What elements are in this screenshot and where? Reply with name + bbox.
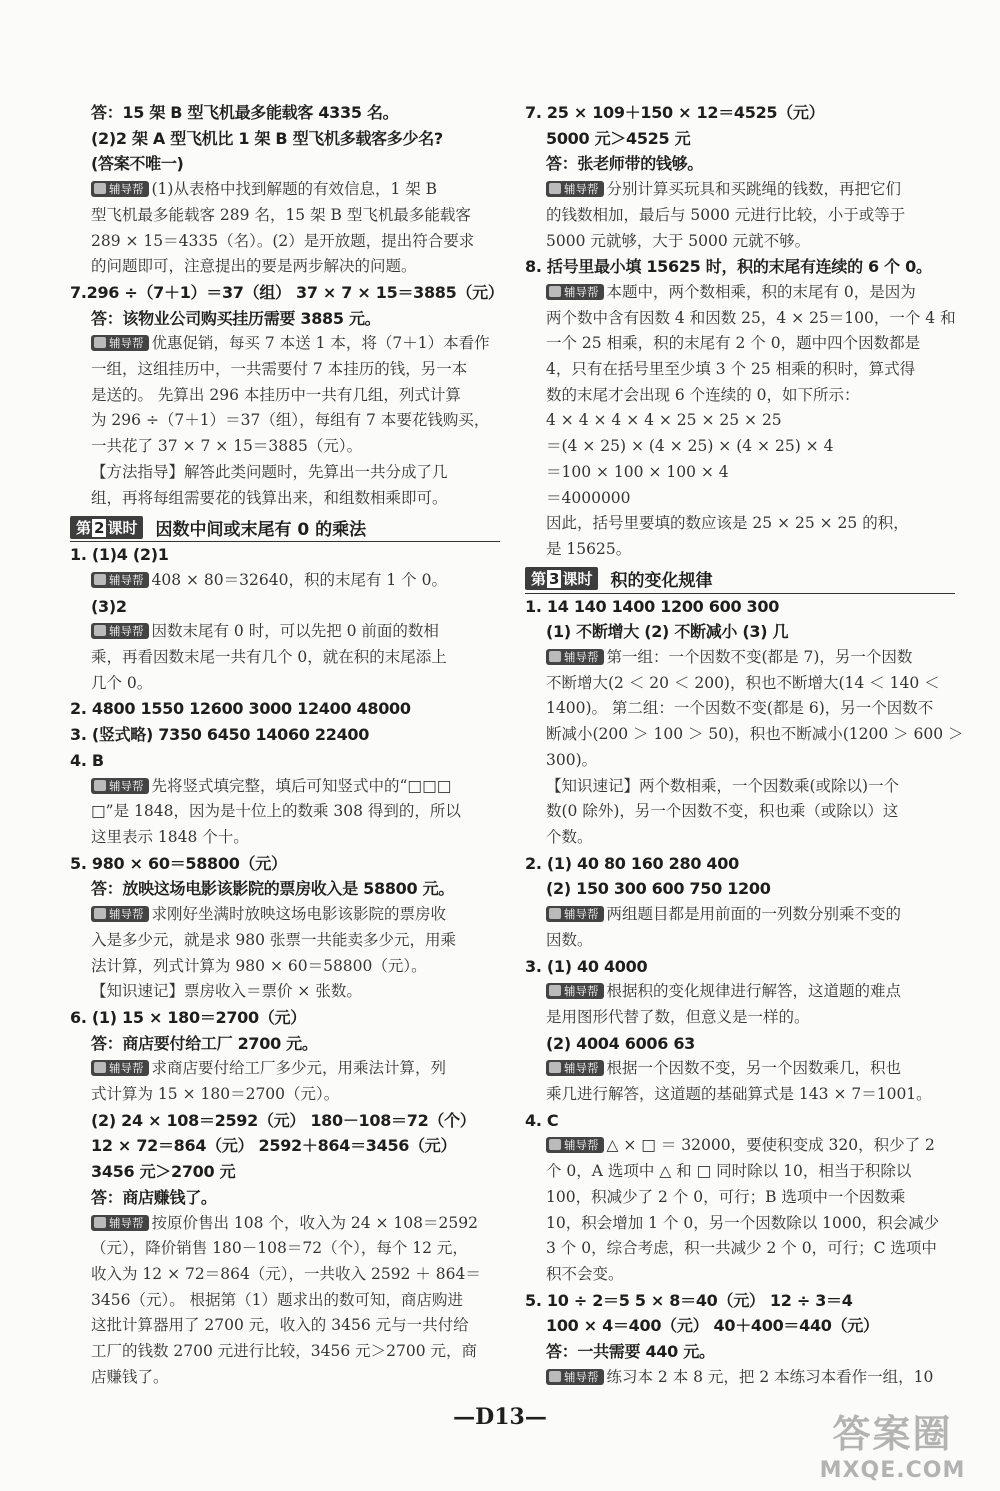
hint-text: 因数末尾有 0 时，可以先把 0 前面的数相 xyxy=(151,622,439,641)
explanation-line: 【方法指导】解答此类问题时，先算出一共分成了几 xyxy=(91,462,448,481)
explanation-line: 3456（元）。 根据第（1）题求出的数可知，商店购进 xyxy=(91,1290,463,1309)
answer-line: 5. 980 × 60＝58800（元） xyxy=(70,853,287,873)
section-badge-suffix: 课时 xyxy=(107,518,138,537)
book-icon xyxy=(94,337,106,348)
explanation-line: 因数。 xyxy=(546,930,593,949)
hint-text: 408 × 80＝32640，积的末尾有 1 个 0。 xyxy=(151,570,447,589)
explanation-line: 的问题即可，注意提出的要是两步解决的问题。 xyxy=(91,257,417,276)
hint-line xyxy=(70,619,500,645)
hint-text: (1)从表格中找到解题的有效信息，1 架 B xyxy=(151,180,438,199)
book-icon xyxy=(94,908,106,919)
answer-line: 答：15 架 B 型飞机最多能载客 4335 名。 xyxy=(91,103,399,122)
hint-line xyxy=(525,902,955,928)
hint-badge-label: 辅导帮 xyxy=(109,182,144,197)
explanation-line: 1400)。 第二组：一个因数不变(都是 6)，另一个因数不 xyxy=(546,699,934,718)
explanation-line: 不断增大(2 ＜ 20 ＜ 200)，积也不断增大(14 ＜ 140 ＜ xyxy=(546,673,940,692)
hint-badge xyxy=(546,1369,604,1385)
explanation-line: 300)。 xyxy=(546,750,598,769)
explanation-line: 3 个 0，综合考虑，积一共减少 2 个 0，可行；C 选项中 xyxy=(546,1239,937,1258)
hint-text: 求刚好坐满时放映这场电影该影院的票房收 xyxy=(151,905,447,924)
hint-badge xyxy=(546,284,604,300)
explanation-line: ＝100 × 100 × 100 × 4 xyxy=(546,462,729,481)
hint-text: 两组题目都是用前面的一列数分别乘不变的 xyxy=(606,905,902,924)
explanation-line: 型飞机最多能载客 289 名，15 架 B 型飞机最多能载客 xyxy=(91,205,471,224)
book-icon xyxy=(94,574,106,585)
answer-line: 答：一共需要 440 元。 xyxy=(546,1342,715,1362)
explanation-line: 两个数中含有因数 4 和因数 25，4 × 25＝100，一个 4 和 xyxy=(546,308,956,327)
hint-badge xyxy=(91,181,149,197)
explanation-line: 乘，再看因数末尾一共有几个 0，就在积的末尾添上 xyxy=(91,648,447,667)
hint-badge-label: 辅导帮 xyxy=(109,778,144,793)
hint-badge-label: 辅导帮 xyxy=(564,284,599,299)
explanation-line: 这批计算器用了 2700 元，收入的 3456 元与一共付给 xyxy=(91,1316,469,1335)
explanation-line: 式计算为 15 × 180＝2700（元）。 xyxy=(91,1085,340,1104)
answer-line: 5. 10 ÷ 2＝5 5 × 8＝40（元） 12 ÷ 3＝4 xyxy=(525,1290,853,1310)
explanation-line: 【知识速记】两个数相乘，一个因数乘(或除以)一个 xyxy=(546,776,900,795)
section-title: 因数中间或末尾有 0 的乘法 xyxy=(155,519,367,540)
answer-line: 3. (1) 40 4000 xyxy=(525,956,648,976)
explanation-line: 4 × 4 × 4 × 4 × 25 × 25 × 25 xyxy=(546,411,782,430)
hint-line xyxy=(525,1133,955,1159)
answer-line: 3. (竖式略) 7350 6450 14060 22400 xyxy=(70,725,370,745)
answer-line: 1. 14 140 1400 1200 600 300 xyxy=(525,596,780,616)
hint-line xyxy=(525,979,955,1005)
hint-badge xyxy=(546,906,604,922)
section-badge-number: 3 xyxy=(549,570,560,589)
hint-badge xyxy=(546,983,604,999)
answer-line: 答：商店要付给工厂 2700 元。 xyxy=(91,1033,318,1053)
answer-line: 答：放映这场电影该影院的票房收入是 58800 元。 xyxy=(91,879,455,899)
hint-badge-label: 辅导帮 xyxy=(109,1061,144,1076)
section-title: 积的变化规律 xyxy=(610,571,713,592)
explanation-line: 是送的。 先算出 296 本挂历中一共有几组，列式计算 xyxy=(91,385,461,404)
hint-badge-label: 辅导帮 xyxy=(109,572,144,587)
explanation-line: 10，积会增加 1 个 0，另一个因数除以 1000，积会减少 xyxy=(546,1213,940,1232)
hint-line xyxy=(70,1211,500,1237)
hint-badge xyxy=(91,572,149,588)
explanation-line: 的钱数相加，最后与 5000 元进行比较，小于或等于 xyxy=(546,205,906,224)
explanation-line: 几个 0。 xyxy=(91,673,153,692)
hint-line xyxy=(525,1365,955,1391)
explanation-line: 一组，这组挂历中，一共需要付 7 本挂历的钱，另一本 xyxy=(91,360,468,379)
hint-text: 根据一个因数不变，另一个因数乘几，积也 xyxy=(606,1059,902,1078)
hint-badge-label: 辅导帮 xyxy=(564,1138,599,1153)
hint-badge-label: 辅导帮 xyxy=(564,182,599,197)
explanation-line: 是 15625。 xyxy=(546,539,632,558)
hint-badge xyxy=(91,778,149,794)
hint-badge xyxy=(91,1215,149,1231)
explanation-line: 289 × 15＝4335（名）。(2）是开放题，提出符合要求 xyxy=(91,231,475,250)
explanation-line: ＝4000000 xyxy=(546,488,631,507)
hint-badge xyxy=(546,1060,604,1076)
explanation-line: 断减小(200 ＞ 100 ＞ 50)，积也不断减小(1200 ＞ 600 ＞ xyxy=(546,725,964,744)
watermark-url: MXQE.COM xyxy=(819,1458,966,1483)
answer-line: 6. (1) 15 × 180＝2700（元） xyxy=(70,1007,306,1027)
answer-line: 7.296 ÷（7＋1）＝37（组） 37 × 7 × 15＝3885（元） xyxy=(70,282,504,302)
section-badge-prefix: 第 xyxy=(531,570,547,589)
answer-line: 2. 4800 1550 12600 3000 12400 48000 xyxy=(70,699,411,719)
answer-line: (1) 不断增大 (2) 不断减小 (3) 几 xyxy=(546,622,789,642)
hint-text: △ × □ ＝ 32000，要使积变成 320，积少了 2 xyxy=(606,1136,935,1155)
section-badge xyxy=(525,567,598,590)
hint-text: 优惠促销，每买 7 本送 1 本，将（7＋1）本看作 xyxy=(151,334,490,353)
book-icon xyxy=(549,908,561,919)
book-icon xyxy=(549,985,561,996)
watermark xyxy=(805,1403,980,1483)
hint-badge-label: 辅导帮 xyxy=(109,1215,144,1230)
section-badge-number: 2 xyxy=(94,518,105,537)
explanation-line: 一个 25 相乘，积的末尾有 2 个 0，题中四个因数都是 xyxy=(546,334,921,353)
answer-line: 答：该物业公司购买挂历需要 3885 元。 xyxy=(91,308,381,328)
explanation-line: 店赚钱了。 xyxy=(91,1367,169,1386)
hint-badge xyxy=(91,623,149,639)
answer-line: 3456 元＞2700 元 xyxy=(91,1162,236,1182)
explanation-line: 入是多少元，就是求 980 张票一共能卖多少元，用乘 xyxy=(91,930,456,949)
book-icon xyxy=(94,183,106,194)
answer-line: 答：商店赚钱了。 xyxy=(91,1187,217,1207)
hint-badge-label: 辅导帮 xyxy=(109,336,144,351)
explanation-line: 是用图形代替了数，但意义是一样的。 xyxy=(546,1007,810,1026)
explanation-line: （元），降价销售 180－108＝72（个），每个 12 元， xyxy=(91,1239,468,1258)
answer-line: 100 × 4＝400（元） 40＋400＝440（元） xyxy=(546,1316,879,1336)
book-icon xyxy=(549,286,561,297)
explanation-line: 法计算，列式计算为 980 × 60＝58800（元）。 xyxy=(91,956,427,975)
hint-text: 求商店要付给工厂多少元，用乘法计算，列 xyxy=(151,1059,447,1078)
hint-text: 根据积的变化规律进行解答，这道题的难点 xyxy=(606,982,902,1001)
book-icon xyxy=(94,1217,106,1228)
hint-line xyxy=(70,1056,500,1082)
section-badge-prefix: 第 xyxy=(76,518,92,537)
explanation-line: 组，再将每组需要花的钱算出来，和组数相乘即可。 xyxy=(91,488,448,507)
hint-badge xyxy=(546,649,604,665)
hint-text: 先将竖式填完整，填后可知竖式中的“□□□ xyxy=(151,776,452,795)
book-icon xyxy=(94,1062,106,1073)
book-icon xyxy=(549,183,561,194)
hint-line xyxy=(70,568,500,594)
hint-badge-label: 辅导帮 xyxy=(564,1369,599,1384)
hint-line xyxy=(525,1056,955,1082)
book-icon xyxy=(94,780,106,791)
page-number: —D13— xyxy=(453,1404,547,1430)
explanation-line: 收入为 12 × 72＝864（元），一共收入 2592 ＋ 864＝ xyxy=(91,1264,481,1283)
answer-line: 8. 括号里最小填 15625 时，积的末尾有连续的 6 个 0。 xyxy=(525,257,932,277)
hint-text: 本题中，两个数相乘，积的末尾有 0，是因为 xyxy=(606,282,916,301)
hint-badge xyxy=(546,1137,604,1153)
section-badge xyxy=(70,516,143,539)
hint-text: 分别计算买玩具和买跳绳的钱数，再把它们 xyxy=(606,180,902,199)
explanation-line: 5000 元就够，大于 5000 元就不够。 xyxy=(546,231,811,250)
book-icon xyxy=(94,625,106,636)
hint-badge-label: 辅导帮 xyxy=(564,907,599,922)
left-column xyxy=(70,100,504,1390)
answer-line: 答：张老师带的钱够。 xyxy=(546,154,704,174)
answer-line: 1. (1)4 (2)1 xyxy=(70,545,169,565)
answer-line: (2) 24 × 108＝2592（元） 180－108＝72（个） xyxy=(91,1110,476,1130)
hint-badge-label: 辅导帮 xyxy=(564,650,599,665)
explanation-line: 数(0 除外)，另一个因数不变，积也乘（或除以）这 xyxy=(546,802,899,821)
book-icon xyxy=(549,1062,561,1073)
hint-line xyxy=(70,331,500,357)
explanation-line: 因此，括号里要填的数应该是 25 × 25 × 25 的积， xyxy=(546,514,909,533)
explanation-line: 工厂的钱数 2700 元进行比较，3456 元＞2700 元，商 xyxy=(91,1342,478,1361)
explanation-line: 个 0，A 选项中 △ 和 □ 同时除以 10，相当于积除以 xyxy=(546,1162,912,1181)
explanation-line: 为 296 ÷（7＋1）＝37（组），每组有 7 本要花钱购买， xyxy=(91,411,490,430)
answer-line: (答案不唯一) xyxy=(91,154,184,174)
hint-text: 按原价售出 108 个，收入为 24 × 108＝2592 xyxy=(151,1213,478,1232)
hint-badge-label: 辅导帮 xyxy=(564,984,599,999)
section-badge-suffix: 课时 xyxy=(562,570,593,589)
hint-line xyxy=(70,902,500,928)
watermark-logo: 答案圈 xyxy=(832,1412,953,1456)
hint-line xyxy=(525,280,955,306)
section-header xyxy=(70,513,500,542)
explanation-line: 乘几进行解答，这道题的基础算式是 143 × 7＝1001。 xyxy=(546,1085,932,1104)
explanation-line: 一共花了 37 × 7 × 15＝3885（元）。 xyxy=(91,437,363,456)
answer-line: 4. B xyxy=(70,750,104,770)
answer-line: 12 × 72＝864（元） 2592＋864＝3456（元） xyxy=(91,1136,457,1156)
hint-badge xyxy=(91,1060,149,1076)
explanation-line: 【知识速记】票房收入＝票价 × 张数。 xyxy=(91,982,362,1001)
hint-line xyxy=(525,177,955,203)
explanation-line: □”是 1848，因为是十位上的数乘 308 得到的，所以 xyxy=(91,802,461,821)
book-icon xyxy=(549,1371,561,1382)
explanation-line: 积不会变。 xyxy=(546,1264,624,1283)
answer-line: (2)2 架 A 型飞机比 1 架 B 型飞机多载客多少名? xyxy=(91,128,443,148)
explanation-line: 100，积减少了 2 个 0，可行；B 选项中一个因数乘 xyxy=(546,1187,906,1206)
hint-badge xyxy=(546,181,604,197)
hint-line xyxy=(70,774,500,800)
answer-line: (2) 4004 6006 63 xyxy=(546,1033,695,1053)
book-icon xyxy=(549,651,561,662)
explanation-line: 这里表示 1848 个十。 xyxy=(91,827,249,846)
hint-badge-label: 辅导帮 xyxy=(564,1061,599,1076)
explanation-line: 数的末尾才会出现 6 个连续的 0，如下所示： xyxy=(546,385,860,404)
hint-line xyxy=(525,645,955,671)
hint-text: 练习本 2 本 8 元，把 2 本练习本看作一组，10 xyxy=(606,1367,934,1386)
hint-badge xyxy=(91,906,149,922)
answer-line: 4. C xyxy=(525,1110,559,1130)
answer-line: 7. 25 × 109＋150 × 12＝4525（元） xyxy=(525,103,825,122)
answer-line: 2. (1) 40 80 160 280 400 xyxy=(525,853,739,873)
hint-line xyxy=(70,177,500,203)
explanation-line: 个数。 xyxy=(546,827,593,846)
section-header xyxy=(525,565,955,594)
hint-badge xyxy=(91,335,149,351)
explanation-line: ＝(4 × 25) × (4 × 25) × (4 × 25) × 4 xyxy=(546,437,834,456)
explanation-line: 4，只有在括号里至少填 3 个 25 相乘的积时，算式得 xyxy=(546,360,916,379)
answer-line: 5000 元＞4525 元 xyxy=(546,128,691,148)
hint-badge-label: 辅导帮 xyxy=(109,624,144,639)
answer-line: (3)2 xyxy=(91,596,127,616)
hint-text: 第一组：一个因数不变(都是 7)，另一个因数 xyxy=(606,648,913,667)
hint-badge-label: 辅导帮 xyxy=(109,907,144,922)
right-column xyxy=(525,100,964,1390)
answer-line: (2) 150 300 600 750 1200 xyxy=(546,879,771,899)
book-icon xyxy=(549,1139,561,1150)
